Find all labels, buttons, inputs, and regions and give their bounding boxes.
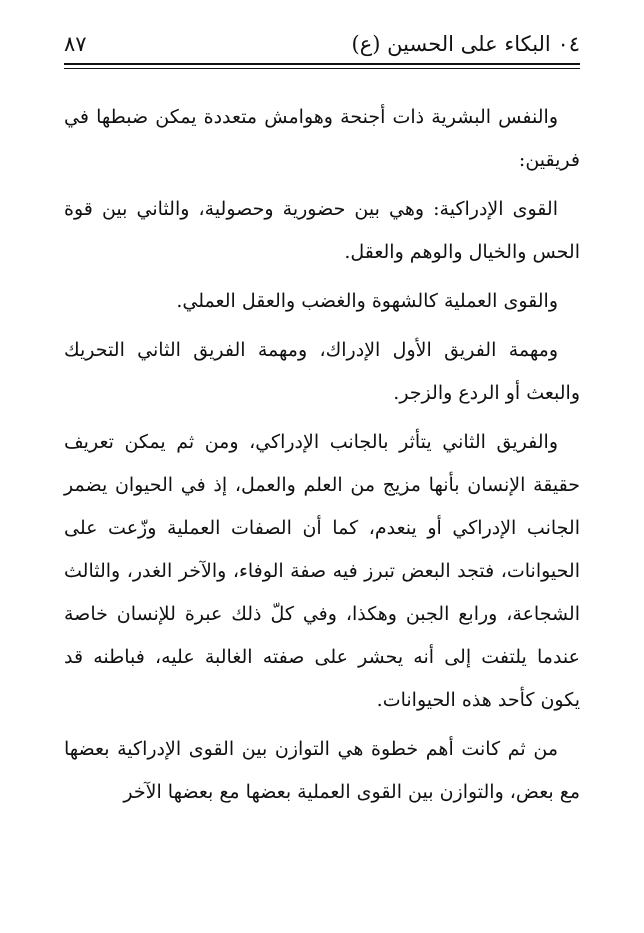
running-header	[64, 28, 580, 72]
page-number: ٨٧	[64, 32, 87, 56]
paragraph: والنفس البشرية ذات أجنحة وهوامش متعددة يمكن ضبطها في فريقين:	[64, 106, 580, 171]
paragraph: والفريق الثاني يتأثر بالجانب الإدراكي، ومن ثم يمكن تعريف حقيقة الإنسان بأنها مزيج من العلم والعمل، إذ في الحيوان يضمر الجانب الإدراكي أو ينعدم، كما أن الصفات العملية وزّعت على الحيوانات، فتجد البعض تبرز فيه صفة الوفاء، والآخر الغدر، والثالث الشجاعة، ورابع الجبن وهكذا، وفي كلّ ذلك عبرة للإنسان خاصة عندما يلتفت إلى أنه يحشر على صفته الغالبة عليه، فباطنه قد يكون كأحد هذه الحيوانات.	[64, 431, 580, 711]
header-rule-thin	[64, 68, 580, 69]
chapter-title: ٠٤ البكاء على الحسين (ع)	[351, 32, 580, 56]
paragraph: القوى الإدراكية: وهي بين حضورية وحصولية، والثاني بين قوة الحس والخيال والوهم والعقل.	[64, 198, 580, 263]
header-rule-thick	[64, 63, 580, 65]
paragraph: ومهمة الفريق الأول الإدراك، ومهمة الفريق الثاني التحريك والبعث أو الردع والزجر.	[64, 339, 580, 404]
paragraph: من ثم كانت أهم خطوة هي التوازن بين القوى الإدراكية بعضها مع بعض، والتوازن بين القوى العملية بعضها مع بعضها الآخر	[64, 738, 580, 803]
paragraph: والقوى العملية كالشهوة والغضب والعقل العملي.	[176, 290, 558, 312]
body-text	[64, 96, 580, 820]
